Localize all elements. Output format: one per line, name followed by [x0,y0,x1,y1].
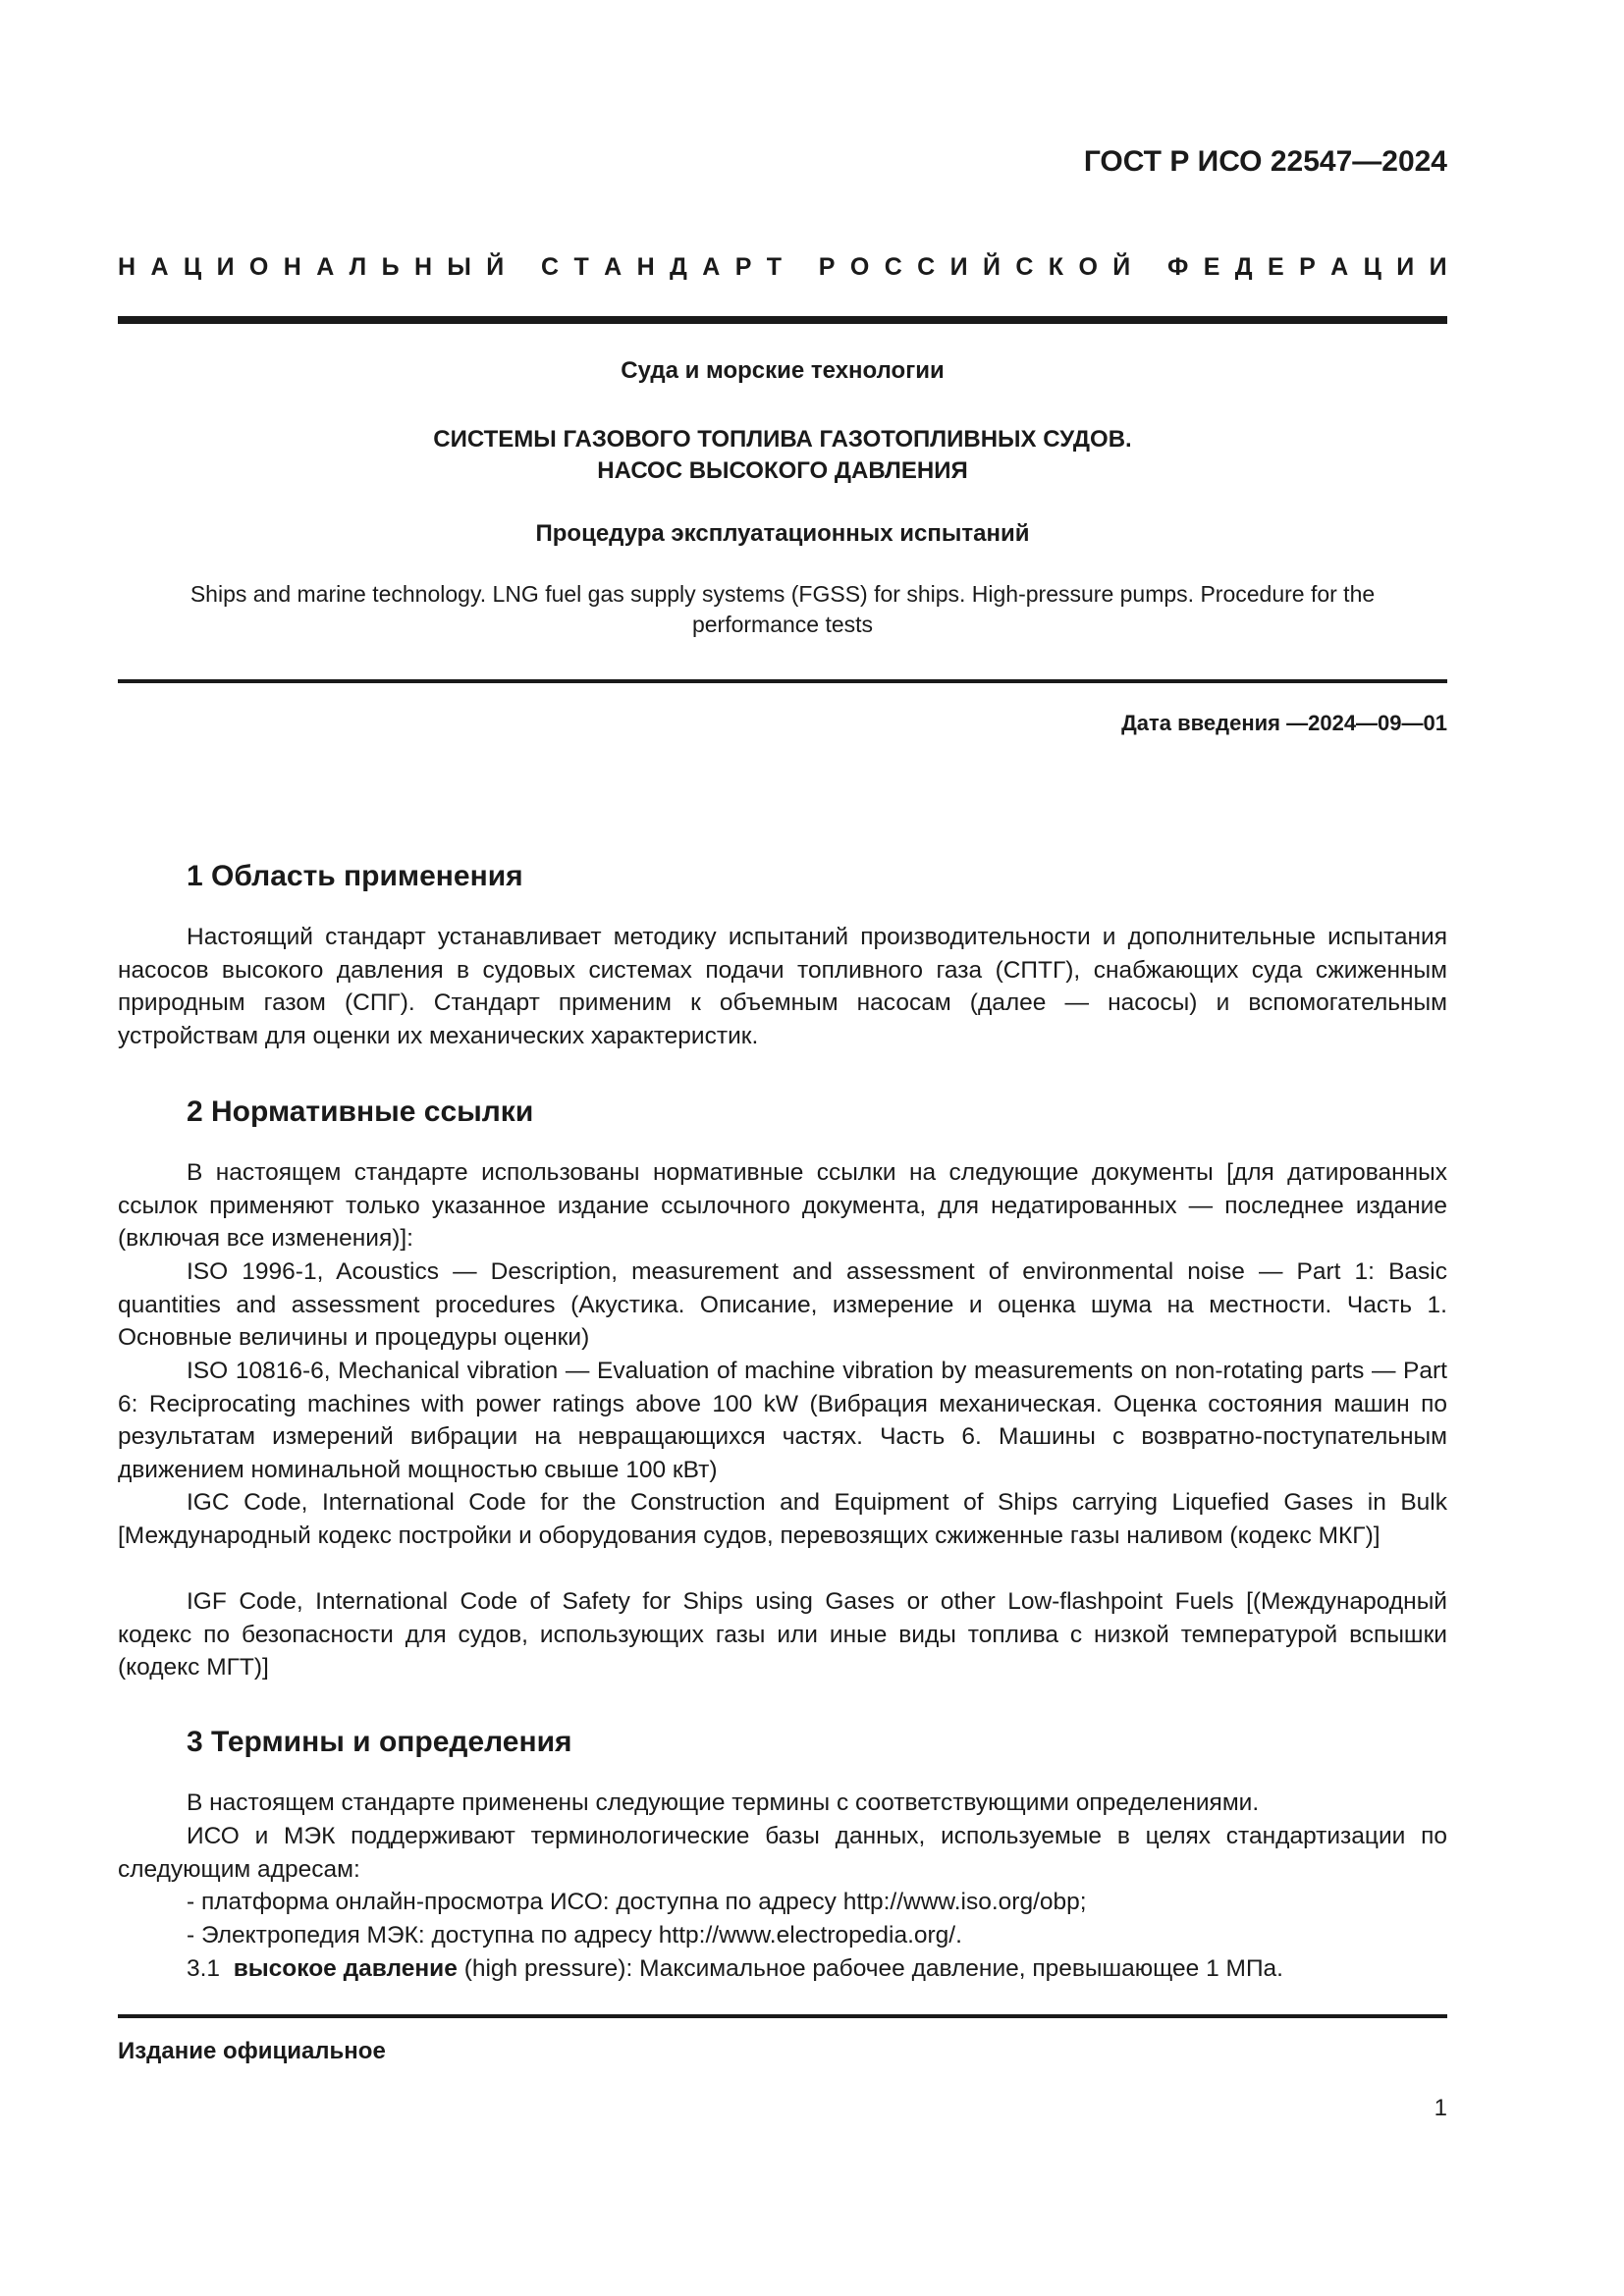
term-number: 3.1 [187,1955,221,1982]
banner-letter: И [949,253,968,281]
banner-letter: Е [1203,253,1220,281]
banner-letter: Н [118,253,136,281]
reference-igf-code: IGF Code, International Code of Safety for Ships using Gases or other Low-flashpoint Fuels [(Международный кодекс по безопасности для судов, использующих газы или иные виды топлива с низкой температурой вспышки (кодекс МГТ)] [118,1588,1447,1681]
main-title [118,424,1447,487]
banner-letter: Е [1268,253,1284,281]
banner-letter: А [1330,253,1349,281]
bullet-iso-obp: - платформа онлайн-просмотра ИСО: доступна по адресу http://www.iso.org/obp; [187,1889,1087,1915]
banner-letter: Р [734,253,752,281]
banner-letter: О [1078,253,1098,281]
main-title-line-1: СИСТЕМЫ ГАЗОВОГО ТОПЛИВА ГАЗОТОПЛИВНЫХ СУДОВ. [433,426,1132,453]
reference-igc-code: IGC Code, International Code for the Construction and Equipment of Ships carrying Liquefied Gases in Bulk [Международный кодекс постройки и оборудования судов, перевозящих сжиженные газы наливом (кодекс МКГ)] [118,1489,1447,1549]
banner-letter: А [702,253,721,281]
section-2-heading: 2 Нормативные ссылки [187,1095,534,1128]
banner-letter: А [604,253,623,281]
banner-letter: Ы [447,253,471,281]
introduction-date: Дата введения —2024—09—01 [1121,711,1447,735]
banner-letter [519,253,526,282]
term-definition: (high pressure): Максимальное рабочее давление, превышающее 1 МПа. [463,1955,1283,1982]
reference-iso-1996-1: ISO 1996-1, Acoustics — Description, measurement and assessment of environmental noise — Part 1: Basic quantities and assessment procedures (Акустика. Описание, измерение и оценка шума на местности. Часть 1. Основные величины и процедуры оценки) [118,1258,1447,1351]
series-title: Суда и морские технологии [621,357,945,384]
bullet-electropedia: - Электропедия МЭК: доступна по адресу http://www.electropedia.org/. [187,1922,962,1949]
banner-letter: Ц [183,253,202,281]
section-1-heading: 1 Область применения [187,860,523,892]
banner-letter: Р [1299,253,1316,281]
banner-letter [1146,253,1153,282]
section-2-paragraph: В настоящем стандарте использованы нормативные ссылки на следующие документы [для датированных ссылок применяют только указанное издание ссылочного документа, для недатированных — последнее издание (включая все изменения)]: [118,1159,1447,1252]
footer-rule [118,2014,1447,2018]
banner-letter: Л [349,253,367,281]
banner-letter: Ь [381,253,400,281]
banner-letter: А [316,253,335,281]
banner-letter: С [884,253,902,281]
banner-letter: Н [283,253,301,281]
banner-letter: С [917,253,936,281]
main-title-line-2: НАСОС ВЫСОКОГО ДАВЛЕНИЯ [597,457,968,484]
section-3-heading: 3 Термины и определения [187,1726,572,1758]
header-rule [118,316,1447,324]
banner-letter: Й [486,253,505,281]
banner-letter: Д [1234,253,1253,281]
banner-letter [796,253,803,282]
banner-letter: Й [982,253,1001,281]
english-title-line-2: performance tests [691,612,874,637]
banner-letter: Т [573,253,589,281]
sub-title: Процедура эксплуатационных испытаний [535,520,1030,547]
english-title [118,579,1447,640]
official-edition-label: Издание официальное [118,2038,386,2064]
title-rule [118,679,1447,683]
national-standard-banner [118,253,1447,282]
banner-letter: К [1048,253,1064,281]
banner-letter: Р [818,253,836,281]
term-3-1 [118,1952,1447,1986]
banner-letter: Т [766,253,783,281]
section-1-paragraph: Настоящий стандарт устанавливает методику испытаний производительности и дополнительные испытания насосов высокого давления в судовых системах подачи топливного газа (СПТГ), снабжающих суда сжиженным природным газом (СПГ). Стандарт применим к объемным насосам (далее — насосы) и вспомогательным устройствам для оценки их механических характеристик. [118,924,1447,1049]
banner-letter: О [849,253,870,281]
reference-iso-10816-6: ISO 10816-6, Mechanical vibration — Evaluation of machine vibration by measurements on non-rotating parts — Part 6: Reciprocating machines with power ratings above 100 kW (Вибрация механическая. Оценка состояния машин по результатам измерений вибрации на невращающихся частях. Часть 6. Машины с возвратно-поступательным движением номинальной мощностью свыше 100 кВт) [118,1358,1447,1483]
banner-letter: Ц [1363,253,1381,281]
page-number: 1 [1434,2095,1447,2121]
banner-letter: Ф [1166,253,1189,281]
banner-letter: Й [1112,253,1131,281]
banner-letter: Н [636,253,655,281]
banner-letter: Д [670,253,687,281]
banner-letter: И [1429,253,1447,281]
banner-letter: А [150,253,169,281]
section-3-paragraph-2: ИСО и МЭК поддерживают терминологические базы данных, используемые в целях стандартизации по следующим адресам: [118,1823,1447,1883]
banner-letter: И [216,253,235,281]
term-name: высокое давление [233,1955,458,1982]
document-code: ГОСТ Р ИСО 22547—2024 [1083,145,1447,178]
banner-letter: Н [413,253,433,281]
banner-letter: О [248,253,269,281]
banner-letter: И [1396,253,1415,281]
banner-letter: С [541,253,560,281]
english-title-line-1: Ships and marine technology. LNG fuel gas supply systems (FGSS) for ships. High-pressure pumps. Procedure for the [189,581,1376,607]
banner-letter: С [1015,253,1034,281]
section-3-paragraph-1: В настоящем стандарте применены следующие термины с соответствующими определениями. [187,1789,1260,1816]
